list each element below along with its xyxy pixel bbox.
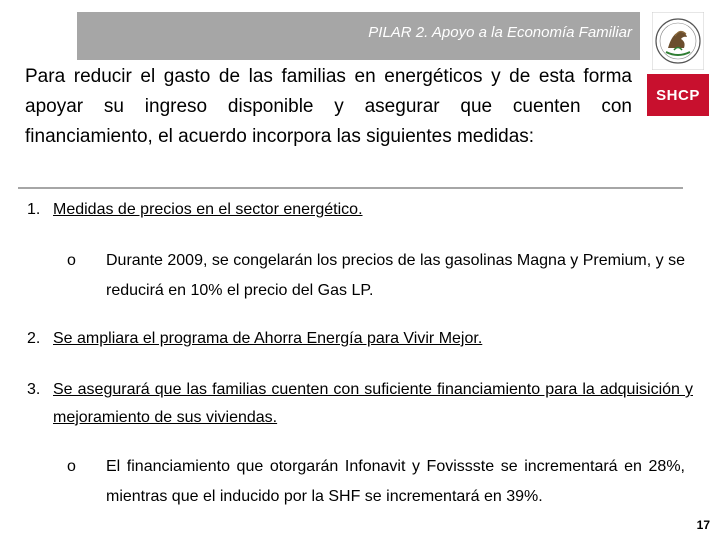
item-number: 3. [27, 381, 41, 398]
intro-paragraph: Para reducir el gasto de las familias en energéticos y de esta forma apoyar su ingreso disponible y asegurar que cuenten con financiamiento, el acuerdo incorpora las siguientes medidas: [25, 66, 632, 147]
shcp-logo [647, 12, 709, 104]
bullet-text: El financiamiento que otorgarán Infonavit y Fovissste se incrementará en 28%, mientras que el inducido por la SHF se incrementará en 39%. [106, 458, 685, 505]
divider [18, 187, 683, 189]
header-bar [77, 12, 640, 60]
slide-title: PILAR 2. Apoyo a la Economía Familiar [368, 24, 632, 41]
item-text: Se asegurará que las familias cuenten con suficiente financiamiento para la adquisición y mejoramiento de sus viviendas. [53, 381, 693, 426]
item-number: 2. [27, 330, 41, 347]
item-text: Medidas de precios en el sector energético. [53, 201, 363, 218]
item-text: Se ampliara el programa de Ahorra Energía para Vivir Mejor. [53, 330, 483, 347]
shcp-label: SHCP [647, 74, 709, 116]
page-number: 17 [696, 518, 710, 532]
item-number: 1. [27, 201, 41, 218]
bullet-marker: o [67, 252, 76, 269]
mexican-coat-of-arms-icon [652, 12, 704, 70]
bullet-text: Durante 2009, se congelarán los precios de las gasolinas Magna y Premium, y se reducirá en 10% el precio del Gas LP. [106, 252, 685, 299]
bullet-marker: o [67, 458, 76, 475]
